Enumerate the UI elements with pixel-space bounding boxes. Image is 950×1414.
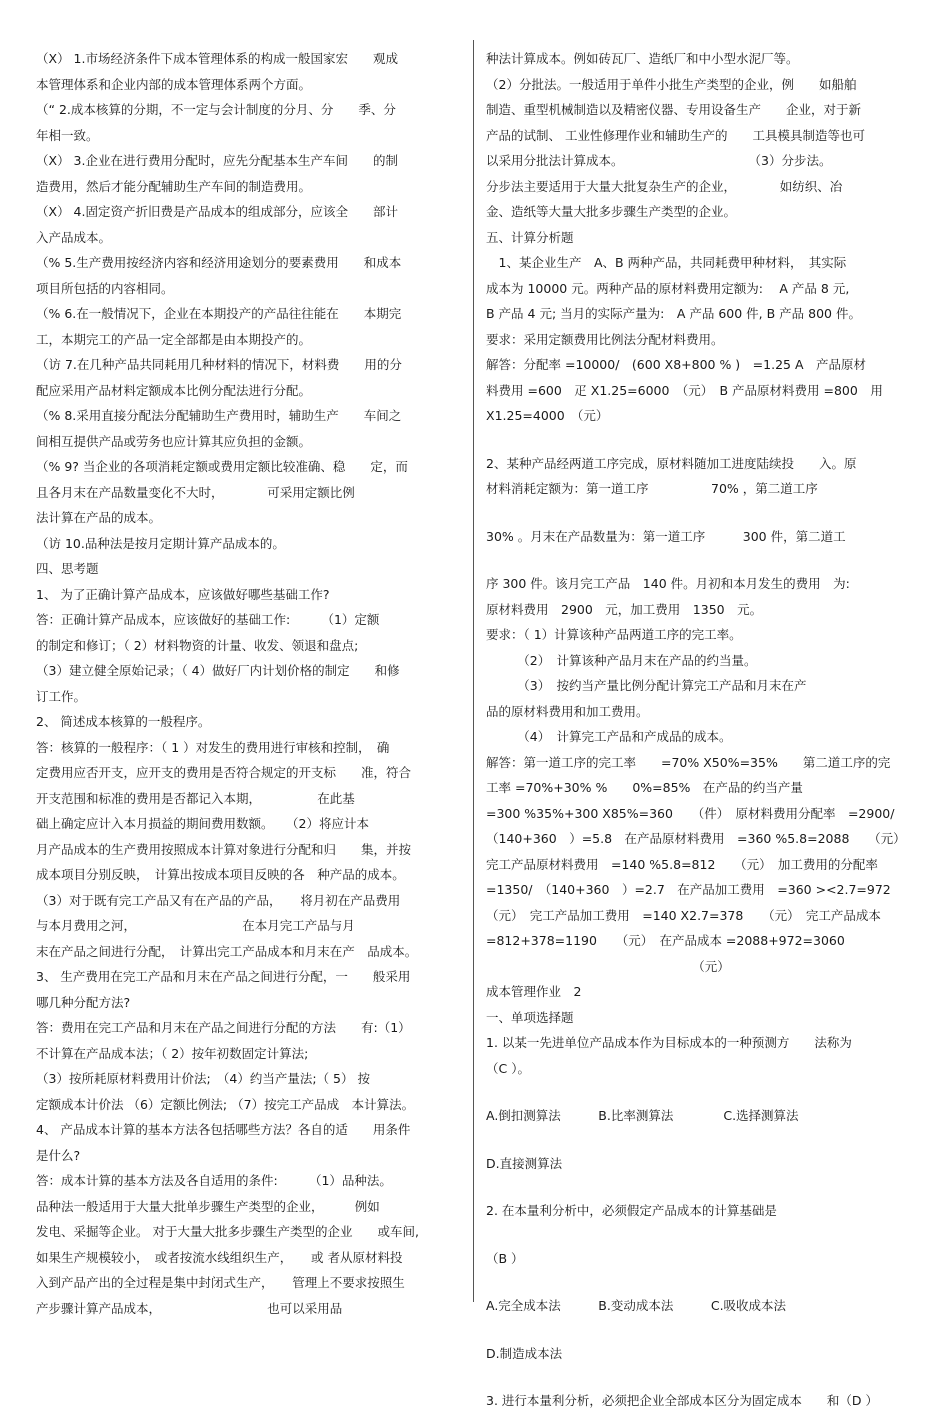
left-text-line: 3、 生产费用在完工产品和月末在产品之间进行分配，一 般采用 — [36, 969, 411, 984]
left-text-line: 年相一致。 — [36, 127, 99, 143]
right-text-line: B 产品 4 元; 当月的实际产量为: A 产品 600 件, B 产品 800 件。 — [486, 306, 861, 321]
left-text-line: 的制定和修订；（ 2）材料物资的计量、收发、领退和盘点; — [36, 637, 359, 653]
left-text-line: 础上确定应计入本月损益的期间费用数额。 （2）将应计本 — [36, 816, 369, 831]
right-text-line: =300 %35%+300 X85%=360 （件） 原材料费用分配率 =2900/ — [486, 805, 895, 821]
column-divider — [473, 40, 474, 1302]
left-column — [36, 46, 464, 1321]
left-text-line: 成本项目分别反映， 计算出按成本项目反映的各 种产品的成本。 — [36, 867, 405, 882]
blank-spacer — [486, 1081, 916, 1103]
left-text-line: 间相互提供产品或劳务也应计算其应负担的金额。 — [36, 433, 312, 449]
left-text-line: 入到产品产出的全过程是集中封闭式生产， 管理上不要求按照生 — [36, 1275, 405, 1290]
right-text-line: （140+360 ）=5.8 在产品原材料费用 =360 %5.8=2088 （元） — [486, 831, 906, 846]
right-text-line: （元） — [486, 958, 730, 974]
left-text-line: 造费用，然后才能分配辅助生产车间的制造费用。 — [36, 178, 312, 194]
right-text-line: 序 300 件。该月完工产品 140 件。月初和本月发生的费用 为: — [486, 576, 850, 591]
right-text-line: 金、造纸等大量大批多步骤生产类型的企业。 — [486, 204, 737, 219]
right-text-line: 要求：（ 1）计算该种产品两道工序的完工率。 — [486, 627, 742, 642]
right-text-line: 原材料费用 2900 元，加工费用 1350 元。 — [486, 601, 763, 617]
right-text-line: 品的原材料费用和加工费用。 — [486, 703, 649, 719]
left-text-line: 月产品成本的生产费用按照成本计算对象进行分配和归 集，并按 — [36, 841, 412, 857]
right-text-line: X1.25=4000 （元） — [486, 408, 609, 423]
left-text-line: 1、 为了正确计算产品成本，应该做好哪些基础工作? — [36, 586, 330, 602]
left-text-line: 工，本期完工的产品一定全部都是由本期投产的。 — [36, 331, 312, 347]
left-text-line: （X） 3.企业在进行费用分配时，应先分配基本生产车间 的制 — [36, 153, 398, 168]
left-text-line: 2、 简述成本核算的一般程序。 — [36, 714, 211, 729]
left-text-line: 定额成本计价法 （6）定额比例法; （7）按完工产品成 本计算法。 — [36, 1096, 415, 1112]
right-text-line: A.完全成本法 B.变动成本法 C.吸收成本法 — [486, 1298, 787, 1313]
left-text-line: 且各月末在产品数量变化不大时， 可采用定额比例 — [36, 484, 355, 500]
right-text-line: 要求：采用定额费用比例法分配材料费用。 — [486, 331, 724, 347]
left-text-line: 配应采用产品材料定额成本比例分配法进行分配。 — [36, 382, 312, 398]
left-text-line: 产步骤计算产品成本， 也可以采用品 — [36, 1300, 343, 1316]
right-text-line: 1、某企业生产 A、B 两种产品，共同耗费甲种材料， 其实际 — [486, 255, 847, 270]
left-text-line: 如果生产规模较小， 或者按流水线组织生产， 或 者从原材料投 — [36, 1249, 403, 1265]
right-text-line: D.制造成本法 — [486, 1345, 563, 1361]
left-text-line: 答：核算的一般程序：（ 1 ）对发生的费用进行审核和控制， 确 — [36, 739, 390, 755]
right-text-line: 30% 。月末在产品数量为：第一道工序 300 件，第二道工 — [486, 528, 846, 544]
right-text-line: 完工产品原材料费用 =140 %5.8=812 （元） 加工费用的分配率 — [486, 856, 878, 872]
left-text-line: （3）对于既有完工产品又有在产品的产品， 将月初在产品费用 — [36, 892, 401, 908]
right-text-line: （3） 按约当产量比例分配计算完工产品和月末在产 — [486, 678, 807, 693]
left-text-line: 答：成本计算的基本方法及各自适用的条件: （1）品种法。 — [36, 1173, 392, 1188]
left-text-line: （“ 2.成本核算的分期，不一定与会计制度的分月、分 季、分 — [36, 102, 396, 117]
right-text-line: （C ）。 — [486, 1060, 530, 1076]
left-text-line: 项目所包括的内容相同。 — [36, 280, 174, 296]
left-text-line: （% 5.生产费用按经济内容和经济用途划分的要素费用 和成本 — [36, 255, 402, 270]
left-text-line: 与本月费用之河， 在本月完工产品与月 — [36, 918, 355, 933]
left-text-line: 订工作。 — [36, 688, 87, 704]
left-text-line: 发电、采掘等企业。 对于大量大批多步骤生产类型的企业 或车间, — [36, 1224, 419, 1239]
blank-spacer — [486, 1224, 916, 1246]
left-text-line: 4、 产品成本计算的基本方法各包括哪些方法？各自的适 用条件 — [36, 1122, 411, 1137]
left-text-line: 法计算在产品的成本。 — [36, 510, 162, 525]
blank-spacer — [486, 1319, 916, 1341]
right-text-line: （4） 计算完工产品和产成品的成本。 — [486, 729, 732, 744]
right-text-line: 制造、重型机械制造以及精密仪器、专用设备生产 企业，对于新 — [486, 102, 862, 117]
blank-spacer — [486, 429, 916, 451]
right-text-line: 以采用分批法计算成本。 （3）分步法。 — [486, 153, 832, 168]
left-text-line: （3）按所耗原材料费用计价法; （4）约当产量法;（ 5） 按 — [36, 1071, 370, 1086]
right-text-line: 料费用 =600 疋 X1.25=6000 （元） B 产品原材料费用 =800 用 — [486, 382, 883, 398]
left-text-line: （% 8.采用直接分配法分配辅助生产费用时，辅助生产 车间之 — [36, 408, 402, 423]
left-text-line: （访 7.在几种产品共同耗用几种材料的情况下，材料费 用的分 — [36, 357, 402, 372]
right-text-line: 1. 以某一先进单位产品成本作为目标成本的一种预测方 法称为 — [486, 1035, 852, 1050]
left-text-line: 答：费用在完工产品和月末在产品之间进行分配的方法 有:（1） — [36, 1020, 411, 1035]
right-text-line: 2、某种产品经两道工序完成，原材料随加工进度陆续投 入。原 — [486, 455, 857, 471]
right-text-line: 五、计算分析题 — [486, 229, 574, 245]
right-text-line: D.直接测算法 — [486, 1155, 563, 1171]
right-text-line: （2） 计算该种产品月末在产品的约当量。 — [486, 652, 757, 668]
right-text-line: （B ） — [486, 1250, 524, 1266]
right-text-line: 分步法主要适用于大量大批复杂生产的企业， 如纺织、冶 — [486, 178, 843, 194]
left-text-line: （X） 1.市场经济条件下成本管理体系的构成一般国家宏 观成 — [36, 51, 398, 66]
right-text-line: 解答：第一道工序的完工率 =70% X50%=35% 第二道工序的完 — [486, 754, 891, 770]
left-text-line: （3）建立健全原始记录；（ 4）做好厂内计划价格的制定 和修 — [36, 663, 400, 678]
right-text-line: =1350/ （140+360 ）=2.7 在产品加工费用 =360 ><2.7=972 — [486, 882, 891, 897]
right-text-line: 材料消耗定额为：第一道工序 70% ，第二道工序 — [486, 481, 818, 496]
right-text-line: 产品的试制、 工业性修理作业和辅助生产的 工具模具制造等也可 — [486, 127, 865, 143]
blank-spacer — [486, 1271, 916, 1293]
blank-spacer — [486, 549, 916, 571]
blank-spacer — [486, 1176, 916, 1198]
left-text-line: （% 6.在一般情况下，企业在本期投产的产品往往能在 本期完 — [36, 306, 402, 321]
left-text-line: 哪几种分配方法? — [36, 994, 131, 1010]
right-text-line: 成本管理作业 2 — [486, 984, 582, 999]
blank-spacer — [486, 502, 916, 524]
right-text-line: 种法计算成本。例如砖瓦厂、造纸厂和中小型水泥厂等。 — [486, 51, 799, 66]
right-text-line: 工率 =70%+30% % 0%=85% 在产品的约当产量 — [486, 780, 803, 795]
left-text-line: 品种法一般适用于大量大批单步骤生产类型的企业， 例如 — [36, 1198, 380, 1214]
right-text-line: =812+378=1190 （元） 在产品成本 =2088+972=3060 — [486, 933, 845, 948]
left-text-line: （访 10.品种法是按月定期计算产品成本的。 — [36, 535, 285, 551]
left-text-line: 是什么? — [36, 1147, 81, 1163]
right-text-line: （元） 完工产品加工费用 =140 X2.7=378 （元） 完工产品成本 — [486, 907, 881, 923]
right-text-line: 2. 在本量利分析中，必须假定产品成本的计算基础是 — [486, 1203, 777, 1218]
right-column — [486, 46, 916, 1414]
left-text-line: 入产品成本。 — [36, 229, 112, 245]
right-text-line: A.倒扣测算法 B.比率测算法 C.选择测算法 — [486, 1108, 799, 1123]
left-text-line: 定费用应否开支，应开支的费用是否符合规定的开支标 准，符合 — [36, 765, 412, 780]
right-text-line: 一、单项选择题 — [486, 1009, 574, 1025]
right-text-line: 解答：分配率 =10000/ (600 X8+800 % ) =1.25 A 产品原材 — [486, 357, 867, 372]
blank-spacer — [486, 1366, 916, 1388]
right-text-line: 3. 进行本量利分析，必须把企业全部成本区分为固定成本 和（D ） — [486, 1393, 878, 1408]
left-text-line: 答：正确计算产品成本，应该做好的基础工作: （1）定额 — [36, 612, 380, 627]
left-text-line: 本管理体系和企业内部的成本管理体系两个方面。 — [36, 76, 312, 92]
right-text-line: 成本为 10000 元。两种产品的原材料费用定额为: A 产品 8 元, — [486, 280, 850, 296]
left-text-line: 不计算在产品成本法；（ 2）按年初数固定计算法; — [36, 1045, 309, 1061]
left-text-line: 开支范围和标准的费用是否都记入本期， 在此基 — [36, 790, 355, 806]
left-text-line: （% 9? 当企业的各项消耗定额或费用定额比较准确、稳 定，而 — [36, 459, 408, 474]
right-text-line: （2）分批法。一般适用于单件小批生产类型的企业，例 如船舶 — [486, 76, 857, 92]
left-text-line: 四、思考题 — [36, 561, 99, 576]
blank-spacer — [486, 1129, 916, 1151]
left-text-line: 末在产品之间进行分配， 计算出完工产品成本和月末在产 品成本。 — [36, 943, 418, 959]
left-text-line: （X） 4.固定资产折旧费是产品成本的组成部分，应该全 部计 — [36, 204, 398, 219]
